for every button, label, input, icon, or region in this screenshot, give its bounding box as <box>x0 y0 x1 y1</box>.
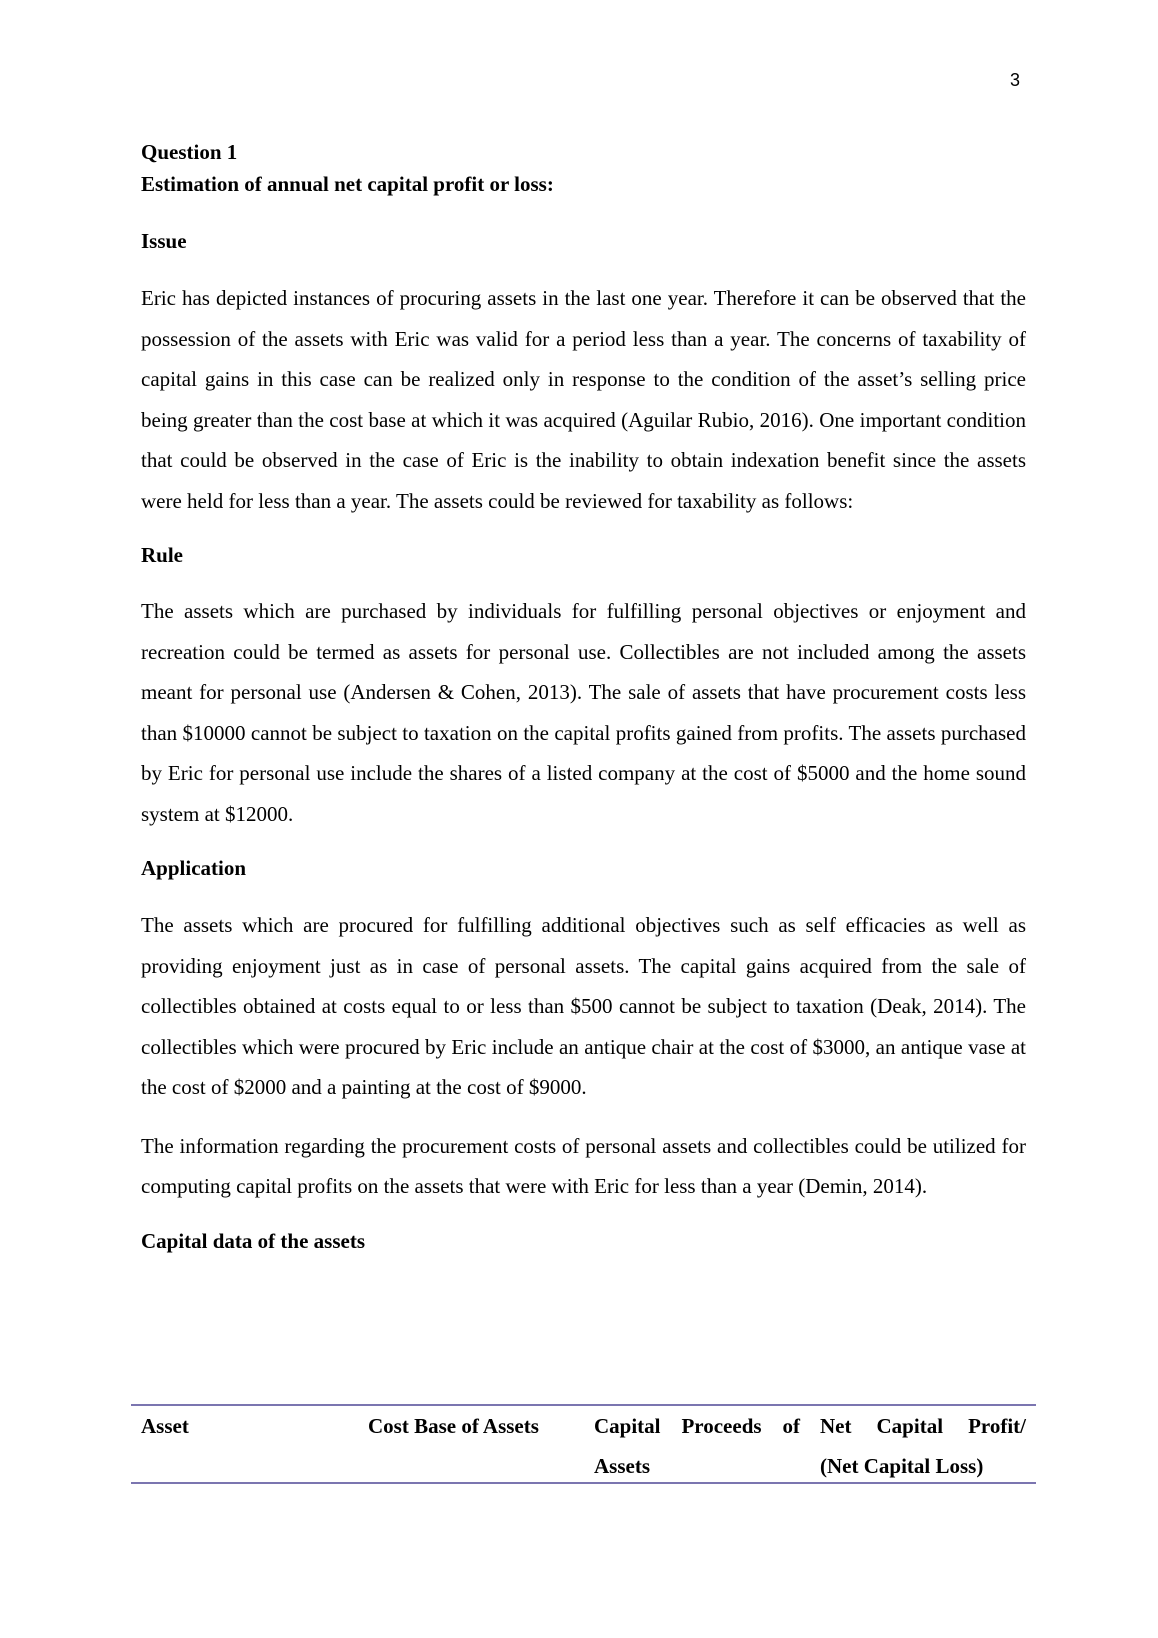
table-header-asset: Asset <box>141 1414 189 1438</box>
question-title: Question 1 <box>141 140 238 164</box>
question-subtitle: Estimation of annual net capital profit or loss: <box>141 172 554 196</box>
table-header-capital-proceeds: Capital Proceeds of Assets <box>594 1414 800 1478</box>
rule-heading: Rule <box>141 543 183 567</box>
rule-paragraph: The assets which are purchased by individuals for fulfilling personal objectives or enjoyment and recreation could be termed as assets for personal use. Collectibles are not included among the assets meant for personal use (Andersen & Cohen, 2013). The sale of assets that have procurement costs less than $10000 cannot be subject to taxation on the capital profits gained from profits. The assets purchased by Eric for personal use include the shares of a listed company at the cost of $5000 and the home sound system at $12000. <box>141 599 1026 826</box>
table-header-net-capital-profit: Net Capital Profit/ (Net Capital Loss) <box>820 1414 1026 1478</box>
application-heading: Application <box>141 856 247 880</box>
capital-data-heading: Capital data of the assets <box>141 1228 365 1253</box>
table-header-cost-base: Cost Base of Assets <box>368 1414 539 1438</box>
issue-heading: Issue <box>141 229 187 253</box>
application-paragraph-2: The information regarding the procurement costs of personal assets and collectibles could be utilized for computing capital profits on the assets that were with Eric for less than a year (Demin, 2014). <box>141 1133 1026 1198</box>
issue-paragraph: Eric has depicted instances of procuring assets in the last one year. Therefore it can be observed that the possession of the assets with Eric was valid for a period less than a year. The concerns of taxability of capital gains in this case can be realized only in response to the condition of the asset’s selling price being greater than the cost base at which it was acquired (Aguilar Rubio, 2016). One important condition that could be observed in the case of Eric is the inability to obtain indexation benefit since the assets were held for less than a year. The assets could be reviewed for taxability as follows: <box>141 286 1026 513</box>
page-number: 3 <box>1010 70 1021 90</box>
capital-data-table <box>131 1404 1036 1484</box>
application-paragraph-1: The assets which are procured for fulfilling additional objectives such as self efficacies as well as providing enjoyment just as in case of personal assets. The capital gains acquired from the sale of collectibles obtained at costs equal to or less than $500 cannot be subject to taxation (Deak, 2014). The collectibles which were procured by Eric include an antique chair at the cost of $3000, an antique vase at the cost of $2000 and a painting at the cost of $9000. <box>141 913 1026 1099</box>
document-body <box>141 136 1026 1257</box>
